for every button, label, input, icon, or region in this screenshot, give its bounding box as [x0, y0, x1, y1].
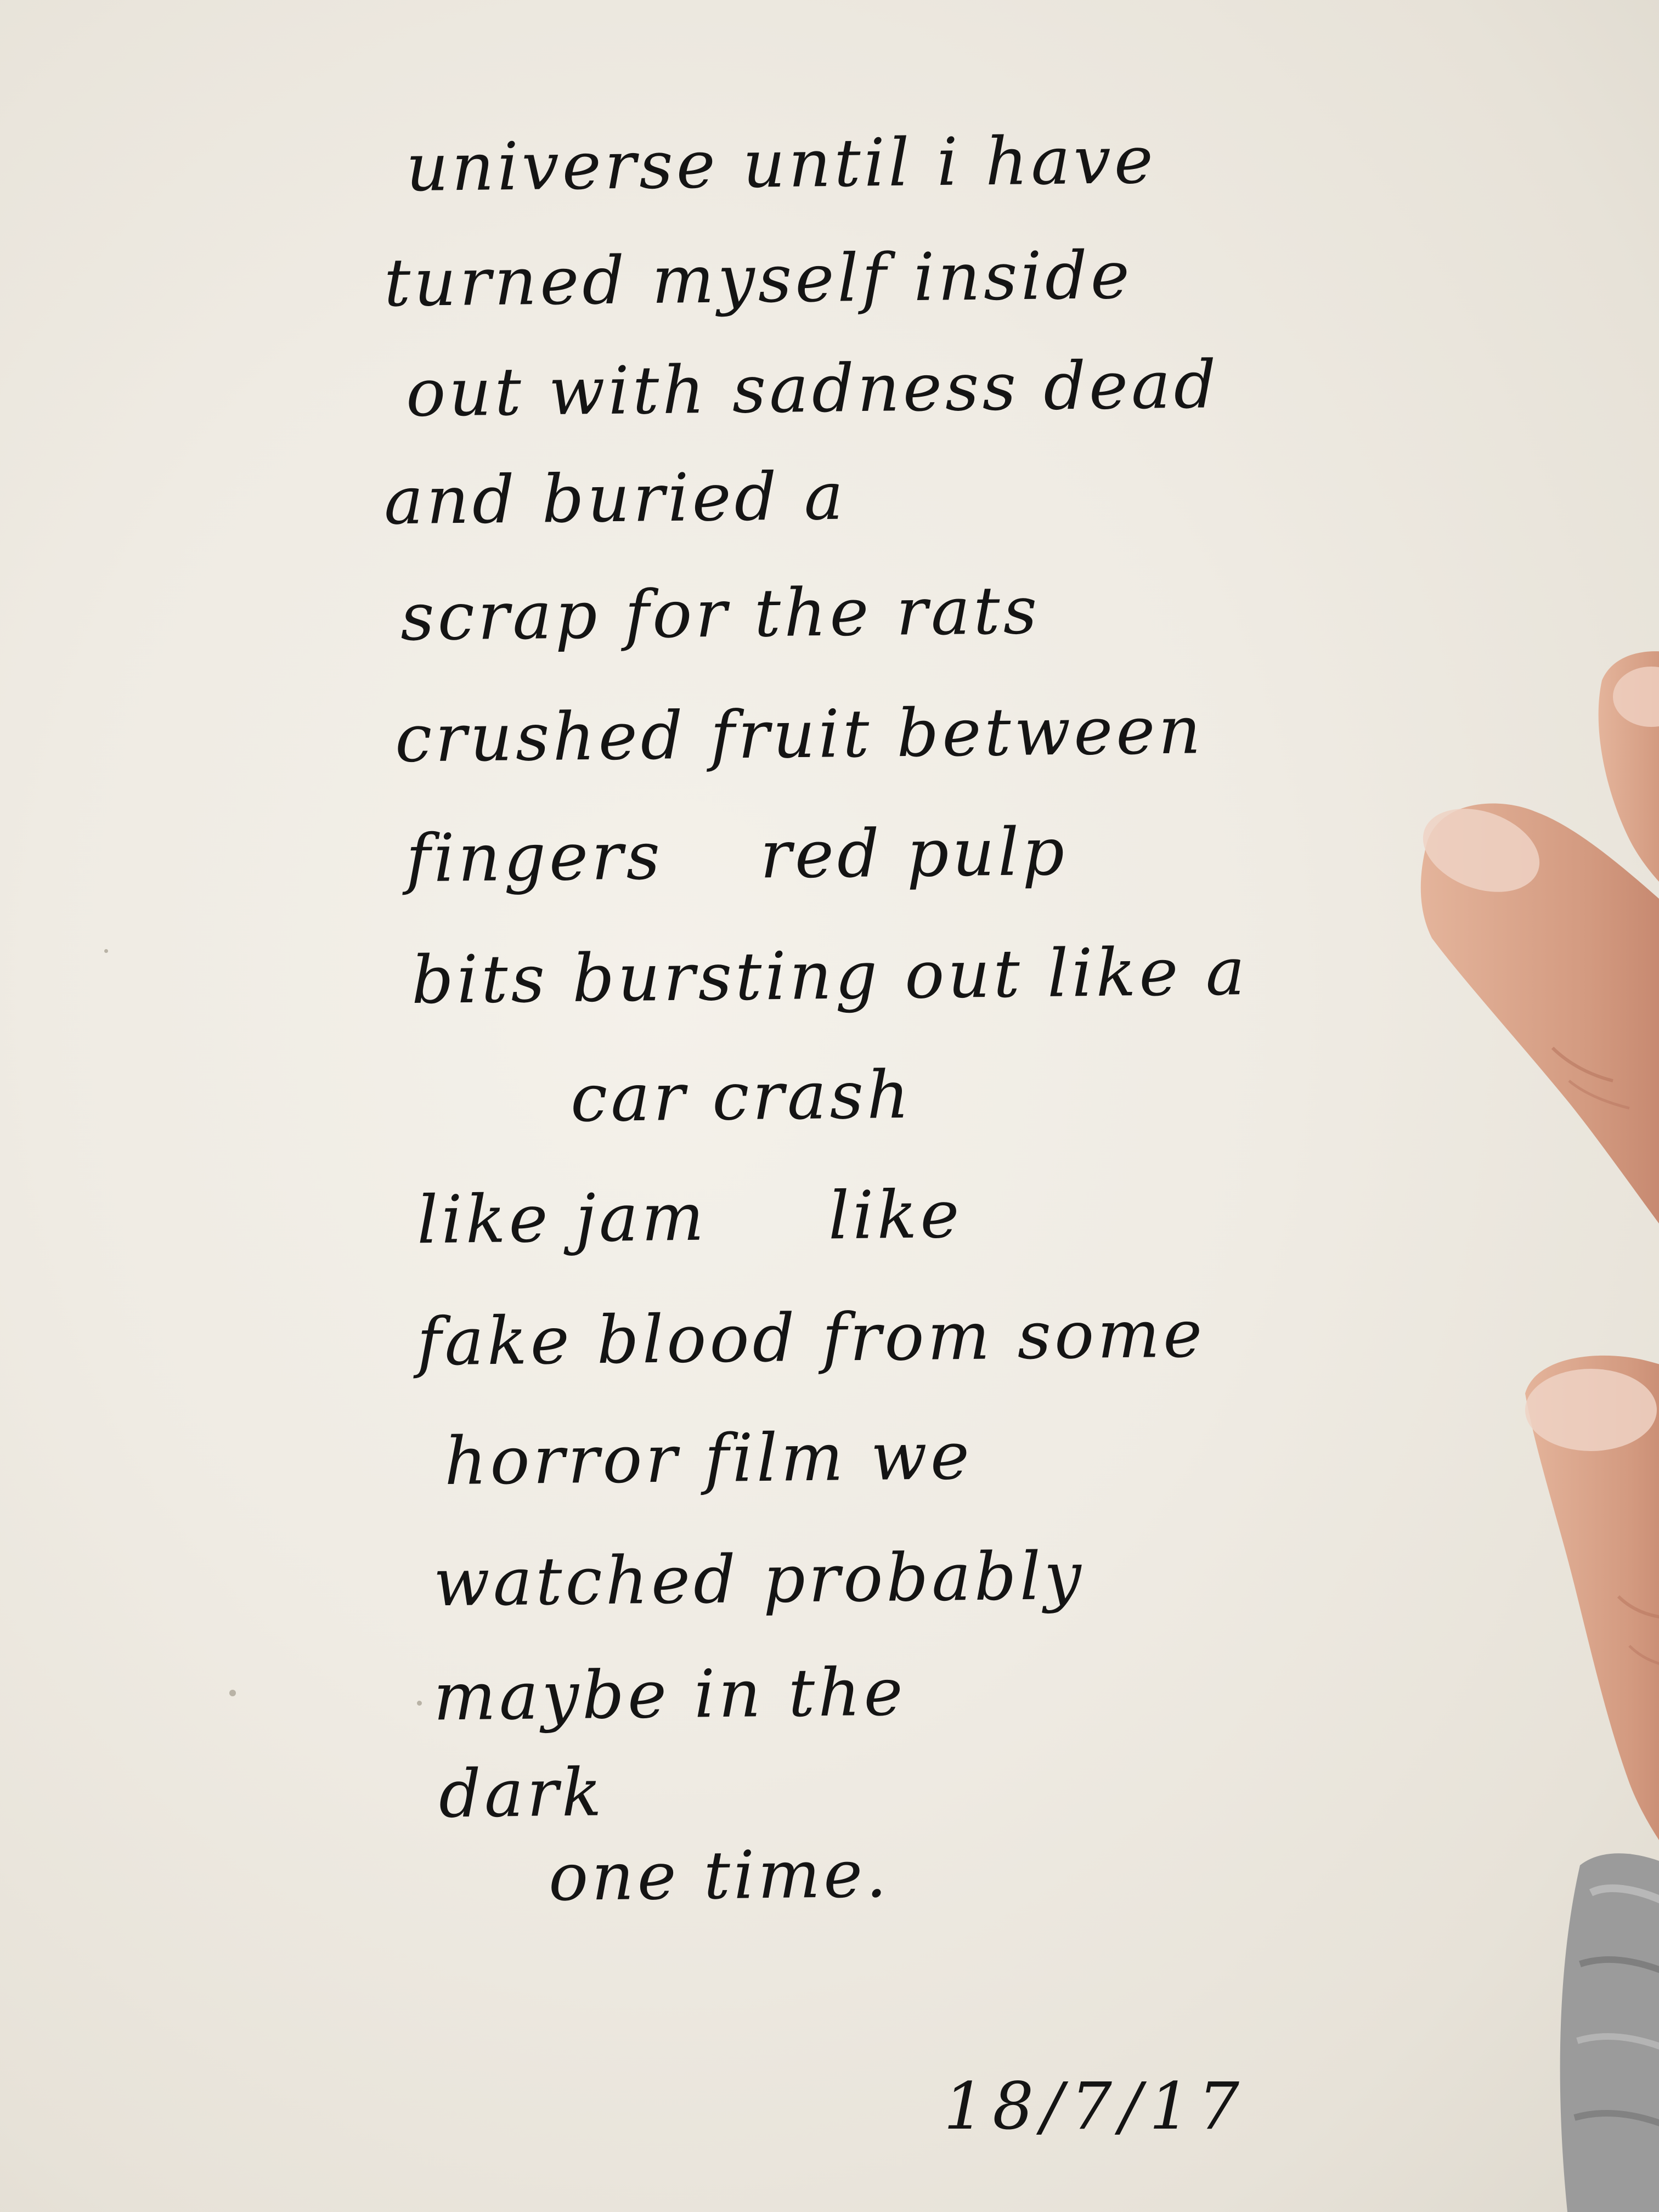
poem-line-14: maybe in the [433, 1654, 907, 1736]
poem-line-5: scrap for the rats [400, 572, 1041, 656]
poem-line-8: bits bursting out like a [411, 934, 1249, 1019]
poem-line-11: fake blood from some [416, 1296, 1206, 1381]
paper-speck [229, 1690, 236, 1696]
poem-line-4: and buried a [383, 458, 847, 540]
poem-line-7: fingers red pulp [405, 814, 1068, 898]
poem-line-15: dark [438, 1754, 606, 1833]
poem-line-16: one time. [548, 1836, 890, 1916]
grey-knit-sleeve-icon [1547, 1843, 1659, 2212]
date-label: 18/7/17 [944, 2068, 1247, 2144]
poem-line-2: turned myself inside [383, 237, 1133, 322]
poem-line-9: car crash [570, 1057, 913, 1137]
poem-line-10: like jam like [416, 1176, 963, 1259]
poem-line-13: watched probably [433, 1538, 1085, 1622]
poem-line-3: out with sadness dead [405, 347, 1220, 432]
poem-line-6: crushed fruit between [394, 692, 1205, 777]
paper-speck [417, 1701, 422, 1706]
paper-speck [104, 949, 108, 953]
poem-line-12: horror film we [444, 1418, 973, 1500]
poem-line-1: universe until i have [405, 122, 1157, 207]
